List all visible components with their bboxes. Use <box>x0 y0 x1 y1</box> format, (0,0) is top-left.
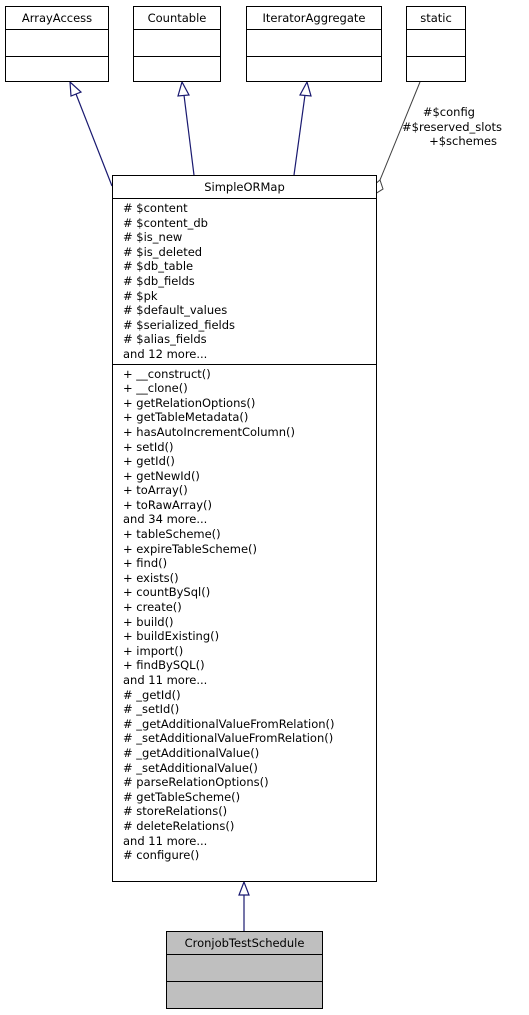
attribute-item: # $db_fields <box>123 273 195 288</box>
methods-section <box>407 57 465 83</box>
attributes-section <box>6 30 108 57</box>
attribute-item: # $content_db <box>123 215 208 230</box>
attribute-item: and 12 more... <box>123 346 208 361</box>
class-title: CronjobTestSchedule <box>167 932 322 955</box>
method-item: # getTableScheme() <box>123 789 241 804</box>
methods-section <box>113 365 376 865</box>
method-item: + import() <box>123 643 184 658</box>
method-item: and 11 more... <box>123 833 208 848</box>
attributes-section <box>407 30 465 57</box>
attribute-item: # $is_deleted <box>123 244 203 259</box>
method-item: + findBySQL() <box>123 658 205 673</box>
method-item: # _setAdditionalValueFromRelation() <box>123 731 334 746</box>
method-item: + build() <box>123 614 174 629</box>
method-item: + buildExisting() <box>123 629 220 644</box>
methods-section <box>167 982 322 1008</box>
method-item: # _getAdditionalValueFromRelation() <box>123 716 335 731</box>
method-item: + hasAutoIncrementColumn() <box>123 424 295 439</box>
method-item: # _setAdditionalValue() <box>123 760 258 775</box>
method-item: # _getAdditionalValue() <box>123 745 260 760</box>
method-item: # parseRelationOptions() <box>123 775 269 790</box>
method-item: and 34 more... <box>123 512 208 527</box>
method-item: + create() <box>123 600 182 615</box>
inheritance-edge-cronjob <box>239 882 249 931</box>
association-label: +$schemes <box>429 134 497 149</box>
method-item: + toRawArray() <box>123 497 212 512</box>
methods-section <box>247 57 381 83</box>
method-item: + getRelationOptions() <box>123 395 256 410</box>
method-item: + getNewId() <box>123 468 200 483</box>
methods-section <box>6 57 108 83</box>
class-title: IteratorAggregate <box>247 7 381 30</box>
attributes-section <box>167 955 322 982</box>
method-item: # storeRelations() <box>123 804 228 819</box>
association-label: #$reserved_slots <box>402 119 502 134</box>
inheritance-edge-countable <box>178 82 194 175</box>
method-item: + getTableMetadata() <box>123 410 249 425</box>
attribute-item: # $pk <box>123 288 158 303</box>
attributes-section <box>247 30 381 57</box>
method-item: # _setId() <box>123 702 180 717</box>
attribute-item: # $serialized_fields <box>123 317 236 332</box>
class-countable[interactable] <box>133 6 221 82</box>
method-item: # deleteRelations() <box>123 818 235 833</box>
class-title: static <box>407 7 465 30</box>
class-simpleormap[interactable] <box>112 175 377 882</box>
class-title: ArrayAccess <box>6 7 108 30</box>
method-item: + __clone() <box>123 381 188 396</box>
inheritance-edge-arrayaccess <box>70 82 112 186</box>
class-iteratoraggregate[interactable] <box>246 6 382 82</box>
method-item: + getId() <box>123 454 175 469</box>
attribute-item: # $default_values <box>123 303 228 318</box>
method-item: and 11 more... <box>123 673 208 687</box>
inheritance-edge-iteratoraggregate <box>294 82 311 175</box>
method-item: # configure() <box>123 848 200 863</box>
method-item: # _getId() <box>123 687 181 702</box>
method-item: + toArray() <box>123 483 188 498</box>
class-title: SimpleORMap <box>113 176 376 199</box>
association-labels <box>402 105 502 149</box>
attribute-item: # $db_table <box>123 259 194 274</box>
class-title: Countable <box>134 7 220 30</box>
methods-section <box>134 57 220 83</box>
method-item: + expireTableScheme() <box>123 541 257 556</box>
method-item: + tableScheme() <box>123 527 221 542</box>
method-item: + countBySql() <box>123 585 211 600</box>
method-item: + exists() <box>123 570 179 585</box>
association-label: #$config <box>422 105 475 119</box>
method-item: + __construct() <box>123 366 211 381</box>
class-arrayaccess[interactable] <box>5 6 109 82</box>
attribute-item: # $content <box>123 201 188 215</box>
method-item: + find() <box>123 556 168 571</box>
attributes-section <box>134 30 220 57</box>
method-item: + setId() <box>123 439 174 454</box>
class-cronjobtestschedule[interactable] <box>166 931 323 1009</box>
attributes-section <box>113 199 376 365</box>
attribute-item: # $alias_fields <box>123 332 207 347</box>
class-static[interactable] <box>406 6 466 82</box>
attribute-item: # $is_new <box>123 230 183 245</box>
